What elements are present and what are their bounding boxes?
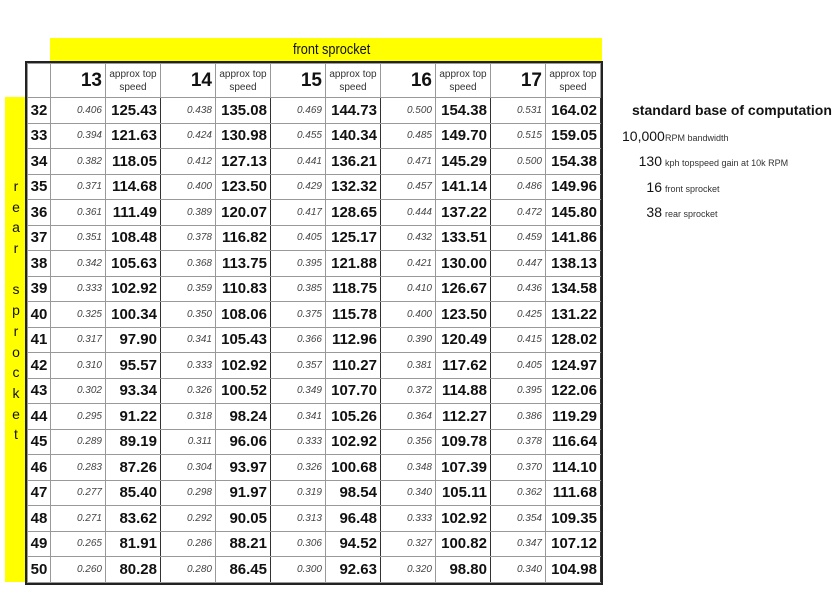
speed-cell: 97.90 xyxy=(106,327,161,353)
ratio-cell: 0.486 xyxy=(491,174,546,200)
note-value: 10,000 xyxy=(622,128,665,144)
rear-label-letter: e xyxy=(12,198,20,215)
speed-cell: 114.10 xyxy=(546,455,601,481)
ratio-cell: 0.375 xyxy=(271,302,326,328)
speed-cell: 132.32 xyxy=(326,174,381,200)
speed-cell: 134.58 xyxy=(546,276,601,302)
rear-size-cell: 45 xyxy=(28,429,51,455)
speed-cell: 115.78 xyxy=(326,302,381,328)
speed-cell: 81.91 xyxy=(106,531,161,557)
ratio-cell: 0.326 xyxy=(271,455,326,481)
sprocket-speed-table xyxy=(27,63,601,583)
speed-cell: 110.27 xyxy=(326,353,381,379)
ratio-cell: 0.350 xyxy=(161,302,216,328)
ratio-cell: 0.356 xyxy=(381,429,436,455)
table-row xyxy=(28,123,601,149)
speed-cell: 113.75 xyxy=(216,251,271,277)
speed-cell: 96.48 xyxy=(326,506,381,532)
ratio-cell: 0.378 xyxy=(491,429,546,455)
ratio-cell: 0.447 xyxy=(491,251,546,277)
speed-cell: 122.06 xyxy=(546,378,601,404)
ratio-cell: 0.386 xyxy=(491,404,546,430)
speed-cell: 98.54 xyxy=(326,480,381,506)
ratio-cell: 0.366 xyxy=(271,327,326,353)
ratio-cell: 0.359 xyxy=(161,276,216,302)
ratio-cell: 0.318 xyxy=(161,404,216,430)
ratio-cell: 0.283 xyxy=(51,455,106,481)
speed-cell: 91.22 xyxy=(106,404,161,430)
speed-cell: 145.80 xyxy=(546,200,601,226)
speed-cell: 138.13 xyxy=(546,251,601,277)
speed-cell: 159.05 xyxy=(546,123,601,149)
speed-cell: 95.57 xyxy=(106,353,161,379)
speed-cell: 123.50 xyxy=(216,174,271,200)
speed-cell: 105.63 xyxy=(106,251,161,277)
rear-size-cell: 49 xyxy=(28,531,51,557)
note-value: 130 xyxy=(638,153,662,170)
ratio-cell: 0.260 xyxy=(51,557,106,583)
note-value: 16 xyxy=(646,178,662,195)
speed-cell: 118.05 xyxy=(106,149,161,175)
ratio-cell: 0.341 xyxy=(271,404,326,430)
speed-cell: 127.13 xyxy=(216,149,271,175)
ratio-cell: 0.469 xyxy=(271,98,326,124)
speed-cell: 109.35 xyxy=(546,506,601,532)
ratio-cell: 0.372 xyxy=(381,378,436,404)
table-row xyxy=(28,327,601,353)
table-row xyxy=(28,200,601,226)
ratio-cell: 0.304 xyxy=(161,455,216,481)
speed-cell: 94.52 xyxy=(326,531,381,557)
ratio-cell: 0.395 xyxy=(271,251,326,277)
ratio-cell: 0.354 xyxy=(491,506,546,532)
rear-size-cell: 46 xyxy=(28,455,51,481)
note-text: rear sprocket xyxy=(665,208,718,219)
speed-cell: 131.22 xyxy=(546,302,601,328)
speed-cell: 141.86 xyxy=(546,225,601,251)
ratio-cell: 0.412 xyxy=(161,149,216,175)
table-row xyxy=(28,557,601,583)
speed-cell: 98.24 xyxy=(216,404,271,430)
ratio-cell: 0.455 xyxy=(271,123,326,149)
ratio-cell: 0.342 xyxy=(51,251,106,277)
ratio-cell: 0.302 xyxy=(51,378,106,404)
speed-header: approx top speed xyxy=(546,64,601,98)
rear-label-letter: s xyxy=(12,281,20,298)
ratio-cell: 0.381 xyxy=(381,353,436,379)
speed-cell: 88.21 xyxy=(216,531,271,557)
speed-cell: 111.68 xyxy=(546,480,601,506)
ratio-cell: 0.341 xyxy=(161,327,216,353)
ratio-cell: 0.280 xyxy=(161,557,216,583)
speed-cell: 90.05 xyxy=(216,506,271,532)
ratio-cell: 0.348 xyxy=(381,455,436,481)
rear-size-cell: 47 xyxy=(28,480,51,506)
ratio-cell: 0.347 xyxy=(491,531,546,557)
ratio-cell: 0.265 xyxy=(51,531,106,557)
speed-cell: 121.88 xyxy=(326,251,381,277)
ratio-cell: 0.378 xyxy=(161,225,216,251)
speed-cell: 107.70 xyxy=(326,378,381,404)
front-size-header: 17 xyxy=(491,64,546,98)
speed-header: approx top speed xyxy=(106,64,161,98)
ratio-cell: 0.349 xyxy=(271,378,326,404)
ratio-cell: 0.390 xyxy=(381,327,436,353)
table-row xyxy=(28,174,601,200)
rear-size-cell: 32 xyxy=(28,98,51,124)
ratio-cell: 0.385 xyxy=(271,276,326,302)
speed-cell: 105.43 xyxy=(216,327,271,353)
ratio-cell: 0.271 xyxy=(51,506,106,532)
table-row xyxy=(28,404,601,430)
ratio-cell: 0.333 xyxy=(381,506,436,532)
header-row xyxy=(28,64,601,98)
speed-cell: 93.34 xyxy=(106,378,161,404)
ratio-cell: 0.389 xyxy=(161,200,216,226)
speed-cell: 98.80 xyxy=(436,557,491,583)
ratio-cell: 0.405 xyxy=(271,225,326,251)
rear-size-cell: 36 xyxy=(28,200,51,226)
ratio-cell: 0.515 xyxy=(491,123,546,149)
ratio-cell: 0.317 xyxy=(51,327,106,353)
ratio-cell: 0.459 xyxy=(491,225,546,251)
ratio-cell: 0.417 xyxy=(271,200,326,226)
speed-cell: 91.97 xyxy=(216,480,271,506)
speed-cell: 126.67 xyxy=(436,276,491,302)
speed-cell: 121.63 xyxy=(106,123,161,149)
speed-cell: 136.21 xyxy=(326,149,381,175)
rear-size-cell: 41 xyxy=(28,327,51,353)
speed-cell: 119.29 xyxy=(546,404,601,430)
speed-cell: 120.49 xyxy=(436,327,491,353)
speed-cell: 128.02 xyxy=(546,327,601,353)
speed-cell: 164.02 xyxy=(546,98,601,124)
ratio-cell: 0.421 xyxy=(381,251,436,277)
rear-size-cell: 37 xyxy=(28,225,51,251)
table-row xyxy=(28,251,601,277)
table-row xyxy=(28,225,601,251)
rear-size-cell: 35 xyxy=(28,174,51,200)
speed-cell: 149.70 xyxy=(436,123,491,149)
front-sprocket-banner xyxy=(50,38,602,62)
note-text: kph topspeed gain at 10k RPM xyxy=(665,158,789,169)
speed-cell: 128.65 xyxy=(326,200,381,226)
table-row xyxy=(28,506,601,532)
speed-cell: 109.78 xyxy=(436,429,491,455)
rear-size-cell: 39 xyxy=(28,276,51,302)
note-item xyxy=(622,128,729,148)
ratio-cell: 0.438 xyxy=(161,98,216,124)
ratio-cell: 0.370 xyxy=(491,455,546,481)
speed-cell: 111.49 xyxy=(106,200,161,226)
speed-header: approx top speed xyxy=(326,64,381,98)
rear-size-cell: 43 xyxy=(28,378,51,404)
ratio-cell: 0.286 xyxy=(161,531,216,557)
speed-cell: 100.52 xyxy=(216,378,271,404)
ratio-cell: 0.333 xyxy=(161,353,216,379)
speed-cell: 118.75 xyxy=(326,276,381,302)
ratio-cell: 0.300 xyxy=(271,557,326,583)
rear-size-cell: 50 xyxy=(28,557,51,583)
speed-cell: 110.83 xyxy=(216,276,271,302)
speed-cell: 141.14 xyxy=(436,174,491,200)
table-row xyxy=(28,302,601,328)
speed-cell: 108.48 xyxy=(106,225,161,251)
ratio-cell: 0.361 xyxy=(51,200,106,226)
ratio-cell: 0.333 xyxy=(51,276,106,302)
speed-cell: 107.39 xyxy=(436,455,491,481)
speed-cell: 100.82 xyxy=(436,531,491,557)
ratio-cell: 0.472 xyxy=(491,200,546,226)
ratio-cell: 0.441 xyxy=(271,149,326,175)
ratio-cell: 0.382 xyxy=(51,149,106,175)
front-size-header: 14 xyxy=(161,64,216,98)
table-row xyxy=(28,531,601,557)
ratio-cell: 0.424 xyxy=(161,123,216,149)
speed-cell: 93.97 xyxy=(216,455,271,481)
speed-cell: 80.28 xyxy=(106,557,161,583)
ratio-cell: 0.326 xyxy=(161,378,216,404)
rear-label-letter: r xyxy=(13,322,19,339)
ratio-cell: 0.444 xyxy=(381,200,436,226)
rear-size-cell: 44 xyxy=(28,404,51,430)
ratio-cell: 0.500 xyxy=(491,149,546,175)
speed-cell: 83.62 xyxy=(106,506,161,532)
rear-size-cell: 42 xyxy=(28,353,51,379)
ratio-cell: 0.289 xyxy=(51,429,106,455)
speed-cell: 92.63 xyxy=(326,557,381,583)
table-row xyxy=(28,378,601,404)
speed-cell: 125.17 xyxy=(326,225,381,251)
rear-label-letter: c xyxy=(12,364,20,381)
speed-cell: 137.22 xyxy=(436,200,491,226)
ratio-cell: 0.292 xyxy=(161,506,216,532)
speed-cell: 104.98 xyxy=(546,557,601,583)
speed-cell: 149.96 xyxy=(546,174,601,200)
front-sprocket-label: front sprocket xyxy=(293,41,371,58)
note-text: front sprocket xyxy=(665,183,720,194)
speed-cell: 125.43 xyxy=(106,98,161,124)
ratio-cell: 0.357 xyxy=(271,353,326,379)
ratio-cell: 0.410 xyxy=(381,276,436,302)
speed-cell: 87.26 xyxy=(106,455,161,481)
ratio-cell: 0.319 xyxy=(271,480,326,506)
speed-cell: 107.12 xyxy=(546,531,601,557)
ratio-cell: 0.298 xyxy=(161,480,216,506)
rear-label-letter xyxy=(5,259,27,280)
speed-cell: 96.06 xyxy=(216,429,271,455)
speed-cell: 144.73 xyxy=(326,98,381,124)
speed-cell: 154.38 xyxy=(546,149,601,175)
rear-label-letter: t xyxy=(14,426,18,443)
ratio-cell: 0.429 xyxy=(271,174,326,200)
speed-cell: 100.68 xyxy=(326,455,381,481)
speed-cell: 102.92 xyxy=(216,353,271,379)
speed-cell: 133.51 xyxy=(436,225,491,251)
speed-cell: 130.00 xyxy=(436,251,491,277)
table-row xyxy=(28,429,601,455)
ratio-cell: 0.371 xyxy=(51,174,106,200)
note-text: RPM bandwidth xyxy=(665,133,729,143)
speed-cell: 112.27 xyxy=(436,404,491,430)
speed-cell: 112.96 xyxy=(326,327,381,353)
speed-cell: 105.26 xyxy=(326,404,381,430)
speed-cell: 102.92 xyxy=(326,429,381,455)
ratio-cell: 0.400 xyxy=(381,302,436,328)
ratio-cell: 0.471 xyxy=(381,149,436,175)
speed-cell: 145.29 xyxy=(436,149,491,175)
ratio-cell: 0.415 xyxy=(491,327,546,353)
ratio-cell: 0.313 xyxy=(271,506,326,532)
table-row xyxy=(28,455,601,481)
rear-size-cell: 33 xyxy=(28,123,51,149)
speed-cell: 86.45 xyxy=(216,557,271,583)
ratio-cell: 0.295 xyxy=(51,404,106,430)
note-item xyxy=(622,153,788,173)
speed-cell: 117.62 xyxy=(436,353,491,379)
table-row xyxy=(28,276,601,302)
ratio-cell: 0.320 xyxy=(381,557,436,583)
rear-sprocket-label xyxy=(5,176,27,445)
front-size-header: 13 xyxy=(51,64,106,98)
rear-size-cell: 34 xyxy=(28,149,51,175)
ratio-cell: 0.405 xyxy=(491,353,546,379)
speed-cell: 124.97 xyxy=(546,353,601,379)
table-row xyxy=(28,149,601,175)
ratio-cell: 0.310 xyxy=(51,353,106,379)
rear-label-letter: k xyxy=(12,384,20,401)
rear-label-letter: o xyxy=(12,343,20,360)
ratio-cell: 0.306 xyxy=(271,531,326,557)
ratio-cell: 0.436 xyxy=(491,276,546,302)
notes-title: standard base of computation xyxy=(632,102,832,118)
rear-size-cell: 38 xyxy=(28,251,51,277)
speed-cell: 102.92 xyxy=(106,276,161,302)
speed-cell: 135.08 xyxy=(216,98,271,124)
speed-header: approx top speed xyxy=(216,64,271,98)
table-row xyxy=(28,480,601,506)
ratio-cell: 0.406 xyxy=(51,98,106,124)
ratio-cell: 0.425 xyxy=(491,302,546,328)
speed-cell: 89.19 xyxy=(106,429,161,455)
rear-size-cell: 48 xyxy=(28,506,51,532)
ratio-cell: 0.351 xyxy=(51,225,106,251)
ratio-cell: 0.395 xyxy=(491,378,546,404)
rear-label-letter: a xyxy=(12,219,20,236)
ratio-cell: 0.311 xyxy=(161,429,216,455)
ratio-cell: 0.400 xyxy=(161,174,216,200)
ratio-cell: 0.362 xyxy=(491,480,546,506)
rear-size-cell: 40 xyxy=(28,302,51,328)
rear-label-letter: p xyxy=(12,302,20,319)
ratio-cell: 0.340 xyxy=(381,480,436,506)
speed-cell: 105.11 xyxy=(436,480,491,506)
table-row xyxy=(28,98,601,124)
ratio-cell: 0.277 xyxy=(51,480,106,506)
speed-header: approx top speed xyxy=(436,64,491,98)
rear-sprocket-banner xyxy=(5,97,27,582)
speed-cell: 123.50 xyxy=(436,302,491,328)
speed-cell: 116.82 xyxy=(216,225,271,251)
note-item xyxy=(622,179,720,199)
ratio-cell: 0.485 xyxy=(381,123,436,149)
ratio-cell: 0.368 xyxy=(161,251,216,277)
speed-cell: 102.92 xyxy=(436,506,491,532)
speed-cell: 154.38 xyxy=(436,98,491,124)
ratio-cell: 0.457 xyxy=(381,174,436,200)
ratio-cell: 0.432 xyxy=(381,225,436,251)
note-item xyxy=(622,204,718,224)
ratio-cell: 0.531 xyxy=(491,98,546,124)
ratio-cell: 0.325 xyxy=(51,302,106,328)
rear-label-letter: r xyxy=(13,240,19,257)
speed-cell: 130.98 xyxy=(216,123,271,149)
ratio-cell: 0.394 xyxy=(51,123,106,149)
table-row xyxy=(28,353,601,379)
speed-cell: 114.88 xyxy=(436,378,491,404)
front-size-header: 16 xyxy=(381,64,436,98)
speed-cell: 120.07 xyxy=(216,200,271,226)
ratio-cell: 0.333 xyxy=(271,429,326,455)
speed-cell: 140.34 xyxy=(326,123,381,149)
ratio-cell: 0.364 xyxy=(381,404,436,430)
speed-cell: 100.34 xyxy=(106,302,161,328)
rear-label-letter: r xyxy=(13,178,19,194)
ratio-cell: 0.340 xyxy=(491,557,546,583)
front-size-header: 15 xyxy=(271,64,326,98)
speed-cell: 85.40 xyxy=(106,480,161,506)
ratio-cell: 0.500 xyxy=(381,98,436,124)
speed-cell: 114.68 xyxy=(106,174,161,200)
ratio-cell: 0.327 xyxy=(381,531,436,557)
speed-cell: 116.64 xyxy=(546,429,601,455)
rear-label-letter: e xyxy=(12,405,20,422)
corner-cell xyxy=(28,64,51,98)
note-value: 38 xyxy=(646,203,662,220)
speed-cell: 108.06 xyxy=(216,302,271,328)
